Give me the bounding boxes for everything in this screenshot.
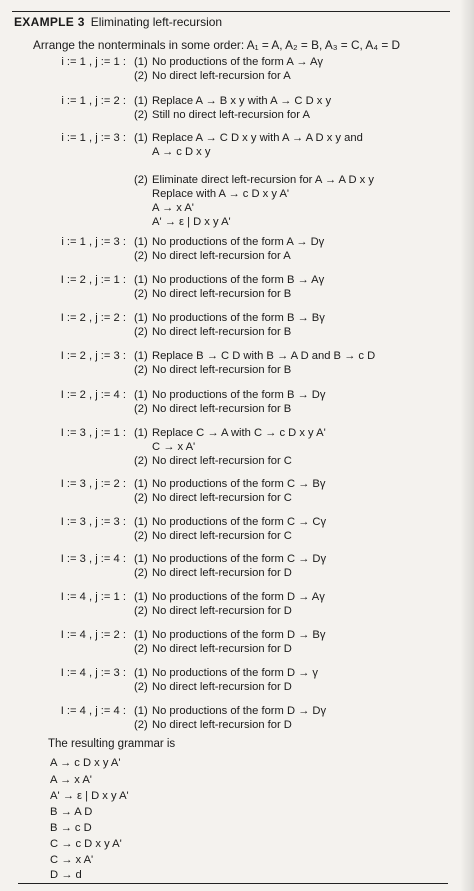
step-line-number: (1) [134,389,148,401]
step-line [134,70,291,83]
step-line [134,132,363,145]
step-label: i := 1 , j := 3 : [61,236,126,248]
step-line-number: (1) [134,553,148,565]
step-line [134,719,292,732]
step-line-number: (1) [134,591,148,603]
step-line [134,364,291,377]
step-line [134,250,291,263]
step-line [134,95,331,108]
step-line [134,643,292,656]
result-title: The resulting grammar is [48,738,176,750]
step-line [134,188,289,201]
step-label: i := 1 , j := 2 : [61,95,126,107]
step-line-text: Replace A → C D x y with A → A D x y and [152,132,363,144]
step-label: I := 3 , j := 1 : [60,427,126,439]
step-line-text: A → c D x y [152,146,211,158]
step-line [134,441,195,454]
step-line-number: (1) [134,312,148,324]
step-line-number: (1) [134,56,148,68]
step-label: I := 2 , j := 4 : [60,389,126,401]
step-label: I := 4 , j := 1 : [60,591,126,603]
step-line-number: (2) [134,719,148,731]
grammar-production: A' → ε | D x y A' [50,790,129,802]
step-line [134,350,375,363]
step-line [134,516,326,529]
step-line-text: Eliminate direct left-recursion for A → A D x y [152,174,374,186]
step-line [134,312,325,325]
step-line-number: (1) [134,350,148,362]
step-line-text: No productions of the form B → Bγ [152,312,325,324]
step-line-text: No direct left-recursion for D [152,605,292,617]
step-label: I := 4 , j := 3 : [60,667,126,679]
step-line [134,591,325,604]
step-line-number: (2) [134,70,148,82]
step-line-number: (2) [134,530,148,542]
step-line [134,326,291,339]
step-line-number: (2) [134,681,148,693]
step-line-text: No direct left-recursion for A [152,250,291,262]
step-line-text: A' → ε | D x y A' [152,216,231,228]
example-heading [14,15,222,29]
step-line-text: No direct left-recursion for C [152,455,292,467]
step-line [134,605,292,618]
step-line-number: (2) [134,109,148,121]
step-line-text: No productions of the form C → Bγ [152,478,326,490]
step-line-number: (1) [134,667,148,679]
step-label: I := 3 , j := 3 : [60,516,126,528]
grammar-production: D → d [50,869,82,881]
step-line-text: No productions of the form A → Aγ [152,56,324,68]
step-line-text: No productions of the form B → Dγ [152,389,326,401]
arrange-statement: Arrange the nonterminals in some order: A₁ = A, A₂ = B, A₃ = C, A₄ = D [33,38,401,52]
step-line-text: No direct left-recursion for B [152,364,292,376]
step-line [134,455,292,468]
example-title: Eliminating left-recursion [90,15,223,29]
page-edge-shadow [460,0,474,891]
step-line-text: No productions of the form D → Aγ [152,591,325,603]
step-line-text: No direct left-recursion for D [152,567,292,579]
step-line [134,478,325,491]
step-line-text: No productions of the form D → Dγ [152,705,327,717]
step-line [134,681,292,694]
step-line-text: No direct left-recursion for D [152,643,292,655]
step-line-text: Replace B → C D with B → A D and B → c D [152,350,376,362]
step-line-text: Replace with A → c D x y A' [152,188,290,200]
step-label: I := 2 , j := 2 : [60,312,126,324]
step-line-number: (1) [134,705,148,717]
step-line-number: (1) [134,274,148,286]
step-line [134,56,323,69]
step-line [134,160,152,173]
step-line-number: (2) [134,455,148,467]
grammar-production: A → x A' [50,774,92,786]
example-label: EXAMPLE 3 [14,15,85,29]
step-line [134,403,291,416]
step-label: I := 2 , j := 3 : [60,350,126,362]
step-line [134,553,326,566]
step-line-number: (2) [134,403,148,415]
step-line-number: (2) [134,492,148,504]
step-line-text: No direct left-recursion for C [152,492,292,504]
step-line-text: No direct left-recursion for D [152,719,292,731]
step-line-text: No productions of the form D → γ [152,667,319,679]
step-line-number: (1) [134,478,148,490]
step-line-number: (2) [134,250,148,262]
step-line [134,274,324,287]
step-line-text: Replace A → B x y with A → C D x y [152,95,332,107]
step-label: i := 1 , j := 3 : [61,132,126,144]
step-line-text: No productions of the form C → Cγ [152,516,327,528]
step-line-text: No direct left-recursion for A [152,70,291,82]
step-line [134,530,292,543]
step-line-number: (1) [134,236,148,248]
step-line [134,492,292,505]
step-line-text: No productions of the form A → Dγ [152,236,325,248]
bottom-rule [18,883,448,884]
step-line [134,174,374,187]
step-line-number: (1) [134,629,148,641]
step-label: I := 3 , j := 4 : [60,553,126,565]
step-line-number: (2) [134,605,148,617]
step-line [134,109,310,122]
step-line-number: (2) [134,643,148,655]
grammar-production: C → c D x y A' [50,838,122,850]
step-line [134,427,326,440]
step-line-text: No direct left-recursion for D [152,681,292,693]
step-line-number: (2) [134,364,148,376]
step-line [134,288,291,301]
step-line-text: No direct left-recursion for C [152,530,292,542]
step-label: i := 1 , j := 1 : [61,56,126,68]
step-line-text: Still no direct left-recursion for A [152,109,310,121]
step-line [134,202,194,215]
grammar-production: B → A D [50,806,93,818]
step-line-number: (2) [134,174,148,186]
step-line-text: A → x A' [152,202,194,214]
step-line [134,216,231,229]
step-line [134,389,325,402]
step-line-number: (2) [134,326,148,338]
step-line-number: (2) [134,567,148,579]
step-line-number: (1) [134,95,148,107]
step-line-number: (1) [134,427,148,439]
step-line-text: No productions of the form C → Dγ [152,553,327,565]
step-line-number: (1) [134,132,148,144]
step-line-text: No direct left-recursion for B [152,288,292,300]
step-line-text: Replace C → A with C → c D x y A' [152,427,326,439]
grammar-production: A → c D x y A' [50,757,121,769]
step-line-number: (2) [134,288,148,300]
top-rule [12,11,450,12]
step-line [134,146,210,159]
step-line [134,567,292,580]
step-line [134,667,318,680]
step-line [134,236,324,249]
step-line-text: C → x A' [152,441,196,453]
step-label: I := 4 , j := 2 : [60,629,126,641]
step-label: I := 3 , j := 2 : [60,478,126,490]
step-line-text: No direct left-recursion for B [152,403,292,415]
step-label: I := 2 , j := 1 : [60,274,126,286]
step-line-text: No productions of the form D → Bγ [152,629,326,641]
step-line [134,629,325,642]
step-line-number: (1) [134,516,148,528]
step-line [134,705,326,718]
step-label: I := 4 , j := 4 : [60,705,126,717]
step-line-text: No productions of the form B → Aγ [152,274,325,286]
grammar-production: C → x A' [50,854,94,866]
grammar-production: B → c D [50,822,92,834]
step-line-text: No direct left-recursion for B [152,326,292,338]
